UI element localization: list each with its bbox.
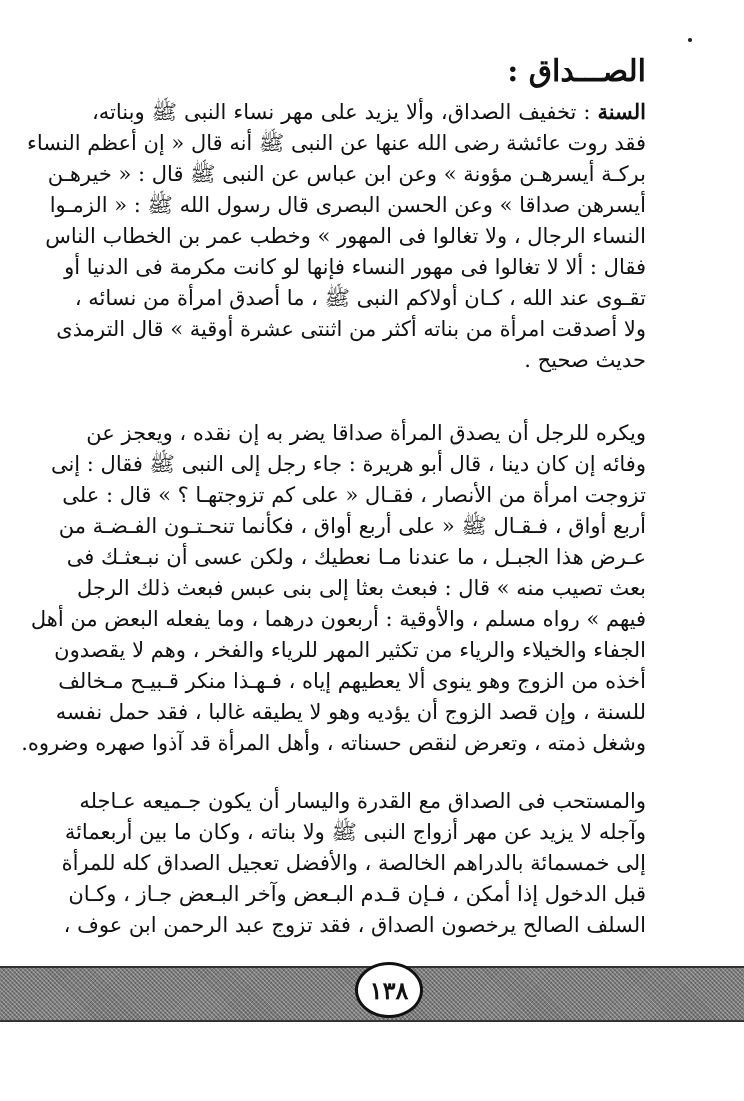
paragraph-line: فقد روت عائشة رضى الله عنها عن النبى ﷺ أنه قال « إن أعظم النساء [27, 131, 646, 155]
paragraph-line: أخذه من الزوج وهو ينوى ألا يعطيهم إياه ، فـهـذا منكر قـبيـح مـخالف [58, 669, 646, 693]
paragraph-sunnah [27, 96, 646, 376]
paragraph-recommended [61, 786, 646, 941]
paragraph-line: السنة : تخفيف الصداق، وألا يزيد على مهر نساء النبى ﷺ وبناته، [92, 99, 646, 124]
paragraph-line: السلف الصالح يرخصون الصداق ، فقد تزوج عبد الرحمن ابن عوف ، [63, 913, 646, 937]
paragraph-line: وفائه إن كان دينا ، قال أبو هريرة : جاء رجل إلى النبى ﷺ فقال : إنى [50, 452, 646, 476]
paragraph-line: عـرض هذا الجبـل ، ما عندنا مـا نعطيك ، ولكن عسى أن نبـعثـك فى [66, 545, 646, 569]
paragraph-line: بعث تصيب منه » قال : فبعث بعثا إلى بنى عبس فبعث ذلك الرجل [76, 576, 646, 600]
paragraph-line: فيهم » رواه مسلم ، والأوقية : أربعون درهما ، وما يفعله البعض من أهل [30, 607, 646, 631]
paragraph-line: قبل الدخول إذا أمكن ، فـإن قـدم البـعض وآخر البـعض جـاز ، وكـان [68, 882, 646, 906]
paragraph-disliked [21, 418, 646, 759]
paragraph-line: للسنة ، وإن قصد الزوج أن يؤديه وهو لا يطيقه غالبا ، فقد حمل نفسه [55, 700, 646, 724]
paragraph-line: بركـة أيسرهـن مؤونة » وعن ابن عباس عن النبى ﷺ قال : « خيرهـن [47, 162, 646, 186]
corner-dot [688, 38, 692, 42]
paragraph-line: الجفاء والخيلاء والرياء من تكثير المهر للرياء والفخر ، وهم لا يقصدون [54, 638, 646, 662]
paragraph-line: ويكره للرجل أن يصدق المرأة صداقا يضر به إن نقده ، ويعجز عن [86, 421, 646, 445]
paragraph-lead: السنة [597, 99, 646, 124]
paragraph-line: ولا أصدقت امرأة من بناته أكثر من اثنتى عشرة أوقية » قال الترمذى [56, 317, 646, 341]
paragraph-line: والمستحب فى الصداق مع القدرة واليسار أن يكون جـميعه عـاجله [79, 789, 646, 813]
paragraph-line: أربع أواق ، فـقـال ﷺ « على أربع أواق ، فكأنما تنحـتـون الفـضـة من [58, 514, 646, 538]
paragraph-line: تقـوى عند الله ، كـان أولاكم النبى ﷺ ، ما أصدق امرأة من نسائه ، [74, 286, 646, 310]
section-heading: الصـــداق : [507, 54, 646, 89]
paragraph-line: فقال : ألا لا تغالوا فى مهور النساء فإنها لو كانت مكرمة فى الدنيا أو [64, 255, 646, 279]
paragraph-line: حديث صحيح . [524, 348, 646, 372]
paragraph-line: وآجله لا يزيد عن مهر أزواج النبى ﷺ ولا بناته ، وكان ما بين أربعمائة [64, 820, 646, 844]
page-number: ١٣٨ [355, 962, 423, 1018]
paragraph-line: أيسرهن صداقا » وعن الحسن البصرى قال رسول الله ﷺ : « الزمـوا [49, 193, 646, 217]
paragraph-line: النساء الرجال ، ولا تغالوا فى المهور » وخطب عمر بن الخطاب الناس [45, 224, 646, 248]
paragraph-line: إلى خمسمائة بالدراهم الخالصة ، والأفضل تعجيل الصداق كله للمرأة [61, 851, 646, 875]
paragraph-line: تزوجت امرأة من الأنصار ، فقـال « على كم تزوجتهـا ؟ » قال : على [62, 483, 646, 507]
paragraph-line: وشغل ذمته ، وتعرض لنقص حسناته ، وأهل المرأة قد آذوا صهره وضروه. [21, 731, 646, 755]
